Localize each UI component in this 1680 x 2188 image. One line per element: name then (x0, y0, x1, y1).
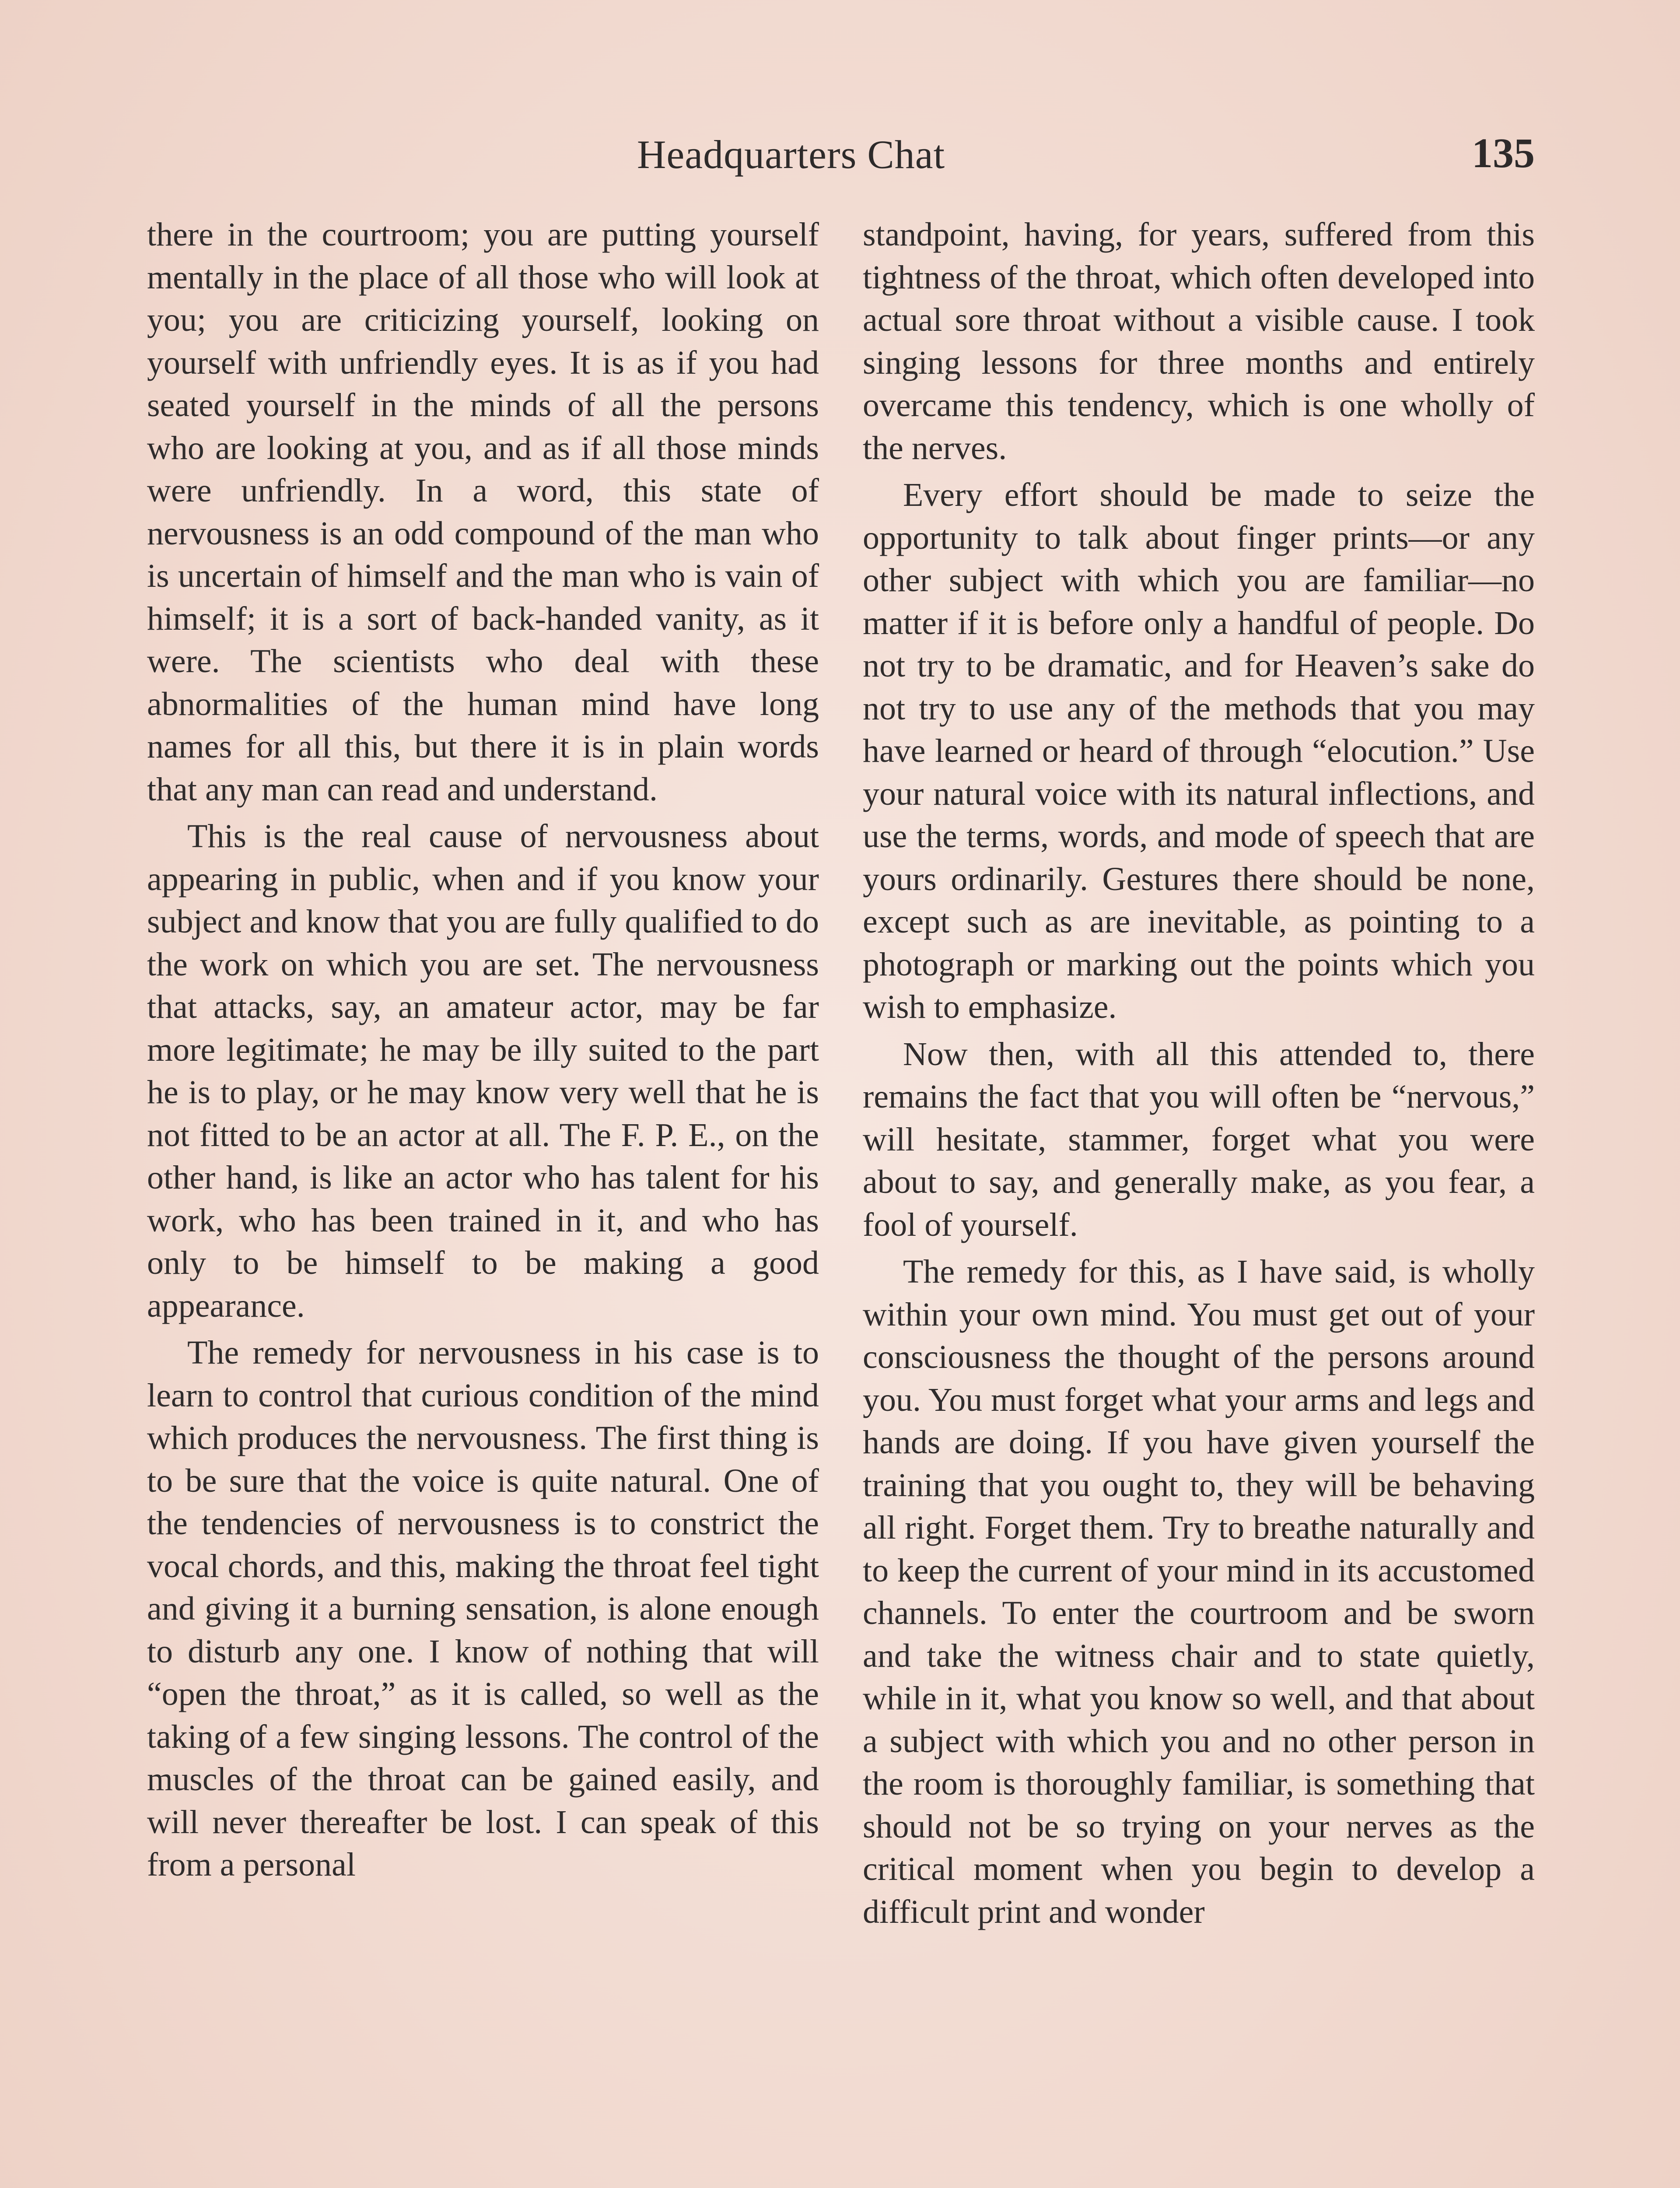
paragraph: The remedy for nervousness in his case is to learn to control that curious condition of the mind which produces the nervousness. The first thing is to be sure that the voice is quite natural. One of the tendencies of nervousness is to constrict the vocal chords, and this, making the throat feel tight and giving it a burning sensation, is alone enough to disturb any one. I know of nothing that will “open the throat,” as it is called, so well as the taking of a few singing lessons. The control of the muscles of the throat can be gained easily, and will never thereafter be lost. I can speak of this from a personal (147, 1334, 819, 1883)
paragraph: standpoint, having, for years, suffered from this tightness of the throat, which often developed into actual sore throat without a visible cause. I took singing lessons for three months and entirely overcame this tendency, which is one wholly of the nerves. (863, 216, 1535, 466)
paragraph: This is the real cause of nervousness about appearing in public, when and if you know your subject and know that you are fully qualified to do the work on which you are set. The nervousness that attacks, say, an amateur actor, may be far more legitimate; he may be illy suited to the part he is to play, or he may know very well that he is not fitted to be an actor at all. The F. P. E., on the other hand, is like an actor who has talent for his work, who has been trained in it, and who has only to be himself to be making a good appearance. (147, 818, 819, 1324)
running-head: Headquarters Chat (637, 132, 945, 177)
paragraph: there in the courtroom; you are putting yourself mentally in the place of all those who will look at you; you are criticizing yourself, looking on yourself with unfriendly eyes. It is as if you had seated yourself in the minds of all the persons who are looking at you, and as if all those minds were unfriendly. In a word, this state of nervousness is an odd compound of the man who is uncertain of himself and the man who is vain of himself; it is a sort of back-handed vanity, as it were. The scientists who deal with these abnormalities of the human mind have long names for all this, but there it is in plain words that any man can read and understand. (147, 216, 819, 808)
page-header (147, 127, 1535, 188)
paragraph: The remedy for this, as I have said, is wholly within your own mind. You must get out of your consciousness the thought of the persons around you. You must forget what your arms and legs and hands are doing. If you have given yourself the training that you ought to, they will be behaving all right. Forget them. Try to breathe naturally and to keep the current of your mind in its accustomed channels. To enter the courtroom and be sworn and take the witness chair and to state quietly, while in it, what you know so well, and that about a subject with which you and no other person in the room is thoroughly familiar, is something that should not be so trying on your nerves as the critical moment when you begin to develop a difficult print and wonder (863, 1253, 1535, 1930)
page-number: 135 (1472, 130, 1535, 176)
left-text-column (147, 214, 819, 1886)
paragraph: Every effort should be made to seize the opportunity to talk about finger prints—or any other subject with which you are familiar—no matter if it is before only a handful of people. Do not try to be dramatic, and for Heaven’s sake do not try to use any of the methods that you may have learned or heard of through “elocution.” Use your natural voice with its natural inflections, and use the terms, words, and mode of speech that are yours ordinarily. Gestures there should be none, except such as are inevitable, as pointing to a photograph or marking out the points which you wish to emphasize. (863, 477, 1535, 1025)
paragraph: Now then, with all this attended to, there remains the fact that you will often be “nervous,” will hesitate, stammer, forget what you were about to say, and generally make, as you fear, a fool of yourself. (863, 1035, 1535, 1243)
right-text-column (863, 214, 1535, 1933)
